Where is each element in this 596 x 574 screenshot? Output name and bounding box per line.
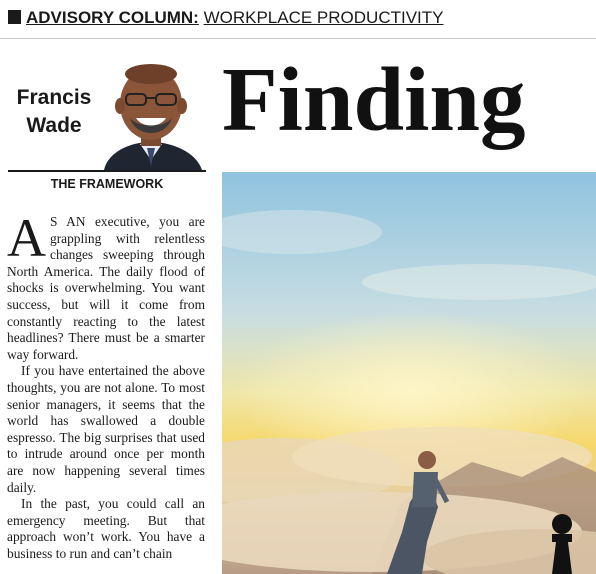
author-last-name: Wade bbox=[26, 114, 82, 137]
article-paragraph-1 bbox=[7, 214, 205, 363]
kicker-section: ADVISORY COLUMN: bbox=[26, 8, 199, 27]
kicker-square-icon bbox=[8, 10, 21, 24]
headline: Finding bbox=[222, 50, 526, 150]
author-rule bbox=[8, 170, 206, 172]
lead-photo-image bbox=[222, 172, 596, 574]
author-byline bbox=[8, 84, 100, 140]
top-rule bbox=[0, 38, 596, 39]
portrait-image bbox=[96, 56, 206, 170]
article-paragraph-2: If you have entertained the above thoughts, you are not alone. To most senior managers, it seems that the world has swallowed a double espresso. The big surprises that used to intrude around once per month are now happening several times daily. bbox=[7, 363, 205, 495]
article-body bbox=[7, 214, 205, 574]
column-name: THE FRAMEWORK bbox=[50, 177, 164, 191]
article-paragraph-3: In the past, you could call an emergency meeting. But that approach won’t work. You have a business to run and can’t chain bbox=[7, 496, 205, 561]
kicker-topic: WORKPLACE PRODUCTIVITY bbox=[203, 8, 444, 27]
drop-cap: A bbox=[7, 214, 46, 268]
author-portrait bbox=[96, 56, 206, 170]
paragraph-1-text: S AN executive, you are grappling with relentless changes sweeping through North America. The daily flood of shocks is overwhelming. You want success, but will it come from constantly reacting to the latest headlines? There must be a smarter way forward. bbox=[7, 214, 205, 362]
lead-photo bbox=[222, 172, 596, 574]
section-kicker bbox=[8, 8, 444, 30]
author-first-name: Francis bbox=[16, 86, 92, 109]
